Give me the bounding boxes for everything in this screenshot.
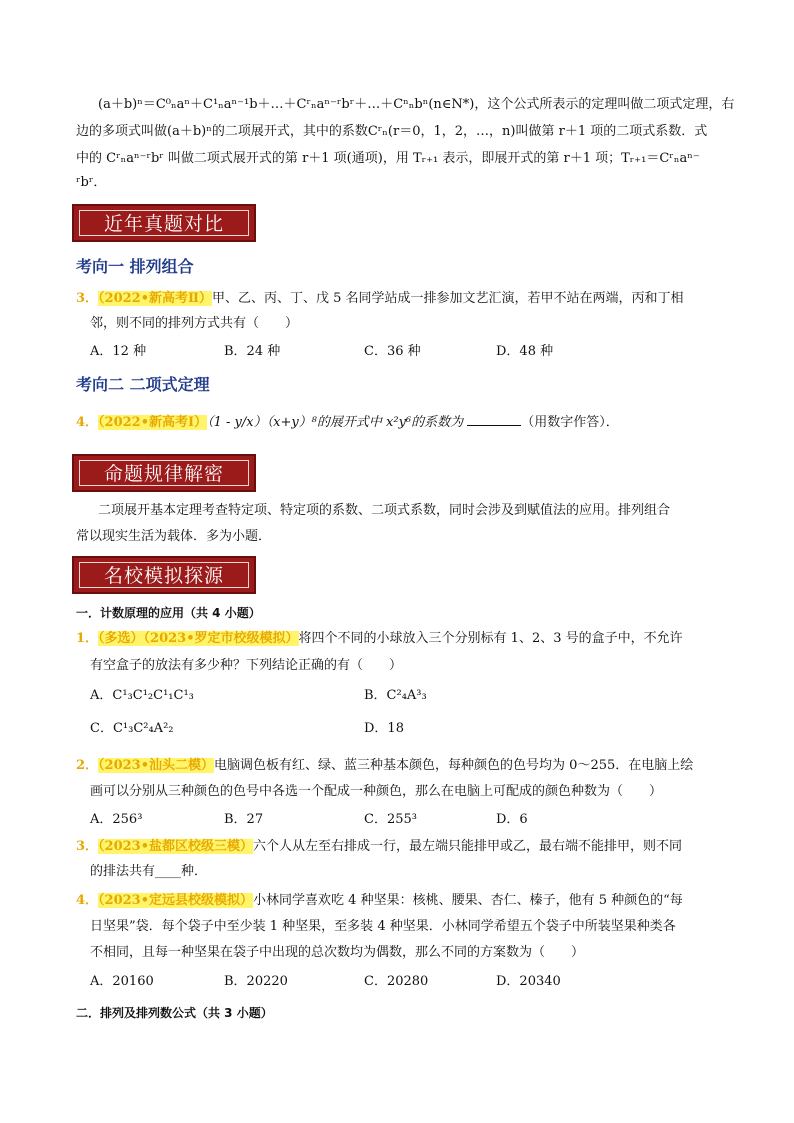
section-heading-1: 一．计数原理的应用（共 4 小题）	[76, 606, 261, 620]
question-number: 4．	[76, 415, 99, 430]
option-c: C．C¹₃C²₄A²₂	[90, 721, 174, 736]
mock-question-3-line-2: 的排法共有____种．	[90, 864, 208, 879]
option-c: C．36 种	[364, 344, 421, 359]
analysis-line-2: 常以现实生活为载体．多为小题．	[76, 529, 272, 544]
intro-line-2: 边的多项式叫做(a＋b)ⁿ的二项展开式，其中的系数Cʳₙ(r＝0，1，2，…，n)叫做第 r＋1 项的二项式系数．式	[76, 124, 708, 139]
mock-question-2-line-2: 画可以分别从三种颜色的色号中各选一个配成一种颜色，那么在电脑上可配成的颜色种数为（ ）	[90, 784, 663, 799]
question-text: 六个人从左至右排成一行，最左端只能排甲或乙，最右端不能排甲，则不同	[253, 839, 683, 854]
option-a: A．C¹₃C¹₂C¹₁C¹₃	[90, 688, 194, 703]
question-text: 甲、乙、丙、丁、戊 5 名同学站成一排参加文艺汇演，若甲不站在两端，丙和丁相	[212, 291, 684, 306]
option-a: A．256³	[90, 812, 143, 827]
intro-line-3: 中的 Cʳₙaⁿ⁻ʳbʳ 叫做二项式展开式的第 r＋1 项(通项)，用 Tᵣ₊₁ 表示，即展开式的第 r＋1 项；Tᵣ₊₁＝Cʳₙaⁿ⁻	[76, 151, 700, 166]
question-expression: （1 - y/x）（x+y）⁸的展开式中 x²y⁶的系数为	[207, 415, 464, 430]
mock-question-4-line-2: 日坚果”袋．每个袋子中至少装 1 种坚果，至多装 4 种坚果．小林同学希望五个袋子中所装坚果种类各	[90, 919, 676, 934]
question-source: （2023•汕头二模）	[98, 758, 215, 773]
question-source: （2023•定远县校级模拟）	[98, 893, 254, 908]
option-c: C．20280	[364, 974, 429, 989]
section-heading-2: 二．排列及排列数公式（共 3 小题）	[76, 1006, 273, 1020]
question-source: （2023•盐都区校级三模）	[98, 839, 254, 854]
option-c: C．255³	[364, 812, 417, 827]
question-number: 4．	[76, 893, 99, 908]
intro-line-4: ʳbʳ．	[76, 175, 107, 190]
option-d: D．20340	[496, 974, 561, 989]
analysis-line-1: 二项展开基本定理考查特定项、特定项的系数、二项式系数，同时会涉及到赋值法的应用。排列组合	[98, 503, 671, 518]
question-4	[76, 410, 619, 436]
option-b: B．C²₄A³₃	[364, 688, 427, 703]
option-d: D．6	[496, 812, 528, 827]
question-source: （2022•新高考Ⅱ）	[98, 291, 212, 306]
question-number: 2．	[76, 758, 99, 773]
section-banner-past-exams	[72, 204, 256, 242]
option-b: B．24 种	[224, 344, 281, 359]
banner-title: 近年真题对比	[103, 213, 224, 235]
mock-question-4	[76, 888, 683, 914]
question-tail: （用数字作答）．	[521, 415, 619, 430]
intro-line-1: (a＋b)ⁿ＝C⁰ₙaⁿ＋C¹ₙaⁿ⁻¹b＋…＋Cʳₙaⁿ⁻ʳbʳ＋…＋Cⁿₙbⁿ(n∈N*)，这个公式所表示的定理叫做二项式定理，右	[98, 97, 735, 112]
question-text: 小林同学喜欢吃 4 种坚果：核桃、腰果、杏仁、榛子，他有 5 种颜色的“每	[253, 893, 683, 908]
question-number: 3．	[76, 839, 99, 854]
mock-question-3	[76, 834, 682, 860]
section-banner-mock	[72, 556, 256, 594]
option-d: D．18	[364, 721, 404, 736]
banner-title: 名校模拟探源	[103, 565, 224, 587]
section-banner-pattern	[72, 454, 256, 492]
question-text: 将四个不同的小球放入三个分别标有 1、2、3 号的盒子中，不允许	[298, 631, 683, 646]
question-number: 3．	[76, 291, 99, 306]
answer-blank	[467, 411, 521, 426]
option-b: B．27	[224, 812, 264, 827]
question-source: （2022•新高考Ⅰ）	[98, 415, 208, 430]
question-3-line-2: 邻，则不同的排列方式共有（ ）	[90, 316, 299, 331]
mock-question-1	[76, 626, 683, 652]
mock-question-4-line-3: 不相同，且每一种坚果在袋子中出现的总次数均为偶数，那么不同的方案数为（ ）	[90, 945, 585, 960]
option-b: B．20220	[224, 974, 288, 989]
question-3	[76, 286, 684, 312]
option-a: A．20160	[90, 974, 154, 989]
question-source: （多选）（2023•罗定市校级模拟）	[98, 631, 299, 646]
mock-question-1-line-2: 有空盒子的放法有多少种？下列结论正确的有（ ）	[90, 658, 403, 673]
mock-question-2	[76, 753, 693, 779]
question-text: 电脑调色板有红、绿、蓝三种基本颜色，每种颜色的色号均为 0～255．在电脑上绘	[214, 758, 694, 773]
banner-title: 命题规律解密	[103, 463, 224, 485]
option-d: D．48 种	[496, 344, 554, 359]
option-a: A．12 种	[90, 344, 147, 359]
heading-permutation: 考向一 排列组合	[76, 257, 194, 276]
question-number: 1．	[76, 631, 99, 646]
heading-binomial: 考向二 二项式定理	[76, 375, 210, 394]
